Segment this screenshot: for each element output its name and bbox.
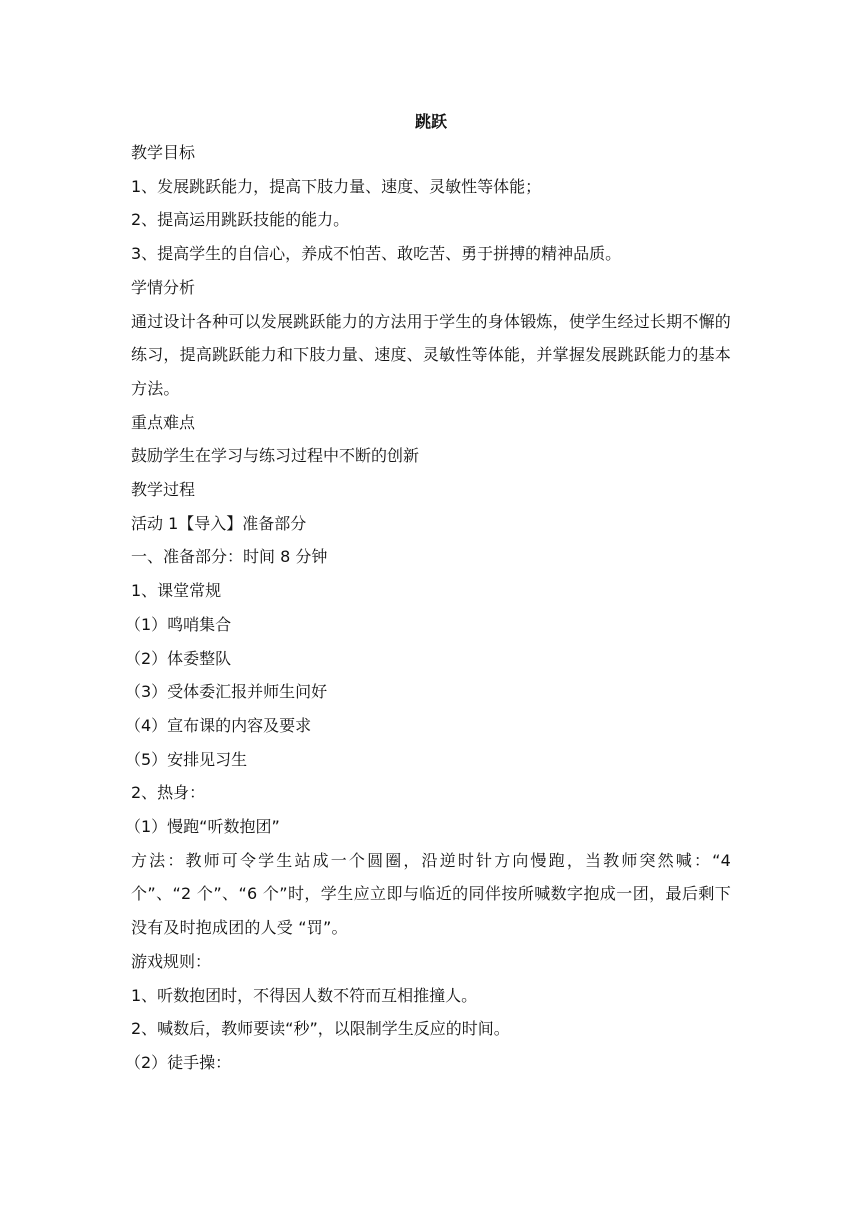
prep-title: 一、准备部分：时间 8 分钟 <box>131 547 328 567</box>
routine-item-2: （2）体委整队 <box>125 648 232 668</box>
routine-item-5: （5）安排见习生 <box>125 749 248 769</box>
warmup-item-2: （2）徒手操： <box>125 1052 232 1072</box>
analysis-heading: 学情分析 <box>131 277 196 297</box>
routine-item-4: （4）宣布课的内容及要求 <box>125 715 312 735</box>
document-body <box>125 108 731 1080</box>
goals-heading: 教学目标 <box>131 143 196 162</box>
key-points-heading: 重点难点 <box>131 412 196 432</box>
warmup-item-1: （1）慢跑“听数抱团” <box>125 817 280 837</box>
rule-item-1: 1、听数抱团时，不得因人数不符而互相推撞人。 <box>131 985 478 1005</box>
routine-title: 1、课堂常规 <box>131 581 222 601</box>
goal-item-2: 2、提高运用跳跃技能的能力。 <box>131 210 350 230</box>
routine-item-1: （1）鸣哨集合 <box>125 614 232 634</box>
method-paragraph: 方法：教师可令学生站成一个圆圈，沿逆时针方向慢跑，当教师突然喊：“4 个”、“2 个”、“6 个”时，学生应立即与临近的同伴按所喊数字抱成一团，最后剩下没有及时抱成团的人受 “罚”。 <box>131 850 731 938</box>
rules-heading: 游戏规则： <box>131 951 212 971</box>
routine-item-3: （3）受体委汇报并师生问好 <box>125 682 328 702</box>
goal-item-1: 1、发展跳跃能力，提高下肢力量、速度、灵敏性等体能； <box>131 176 542 196</box>
goal-item-3: 3、提高学生的自信心，养成不怕苦、敢吃苦、勇于拼搏的精神品质。 <box>131 244 622 264</box>
analysis-paragraph: 通过设计各种可以发展跳跃能力的方法用于学生的身体锻炼，使学生经过长期不懈的练习，提高跳跃能力和下肢力量、速度、灵敏性等体能，并掌握发展跳跃能力的基本方法。 <box>131 311 731 398</box>
key-points-text: 鼓励学生在学习与练习过程中不断的创新 <box>131 446 420 466</box>
process-heading: 教学过程 <box>131 480 196 500</box>
warmup-title: 2、热身： <box>131 783 206 803</box>
rule-item-2: 2、喊数后，教师要读“秒”，以限制学生反应的时间。 <box>131 1019 510 1039</box>
activity-title: 活动 1【导入】准备部分 <box>131 513 307 533</box>
document-title: 跳跃 <box>414 112 447 131</box>
